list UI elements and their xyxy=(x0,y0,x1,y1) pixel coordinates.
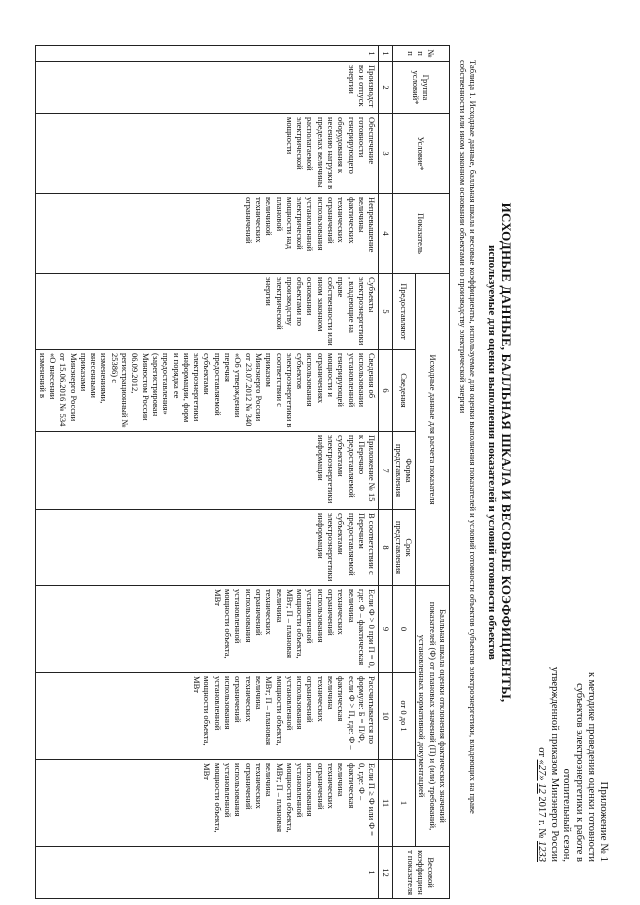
column-number: 11 xyxy=(379,760,392,847)
cell-group: Производство и отпуск энергии xyxy=(36,62,379,114)
header-group: Группа условий* xyxy=(392,62,449,114)
date-day: «27» xyxy=(536,759,548,781)
table-row xyxy=(36,46,379,899)
table-caption: Таблица 1. Исходные данные, балльная шкала и весовые коэффициенты, используемые для оценки выполнения показателей и условий готовности объектов субъектов электроэнергетики, владеющих на праве собственности или ином законном основании объектами по производству электрической энергии xyxy=(458,60,478,814)
column-number: 4 xyxy=(379,194,392,274)
column-number-row xyxy=(379,46,392,899)
header-score-range: от 0 до 1 xyxy=(392,673,416,760)
column-number: 12 xyxy=(379,847,392,899)
column-number: 7 xyxy=(379,432,392,510)
document-title: ИСХОДНЫЕ ДАННЫЕ, БАЛЛЬНАЯ ШКАЛА И ВЕСОВЫЕ КОЭФФИЦИЕНТЫ, xyxy=(499,202,514,703)
header-source: Исходные данные для расчета показателя xyxy=(416,274,450,586)
document-subtitle: используемые для оценки выполнения показателей и условий готовности объектов xyxy=(486,245,498,660)
cell-provider: Субъекты электроэнергетики, владеющие на праве собственности или ином законном основании объектами по производству электрической энергии xyxy=(36,274,379,350)
date-year: 2017 г. № xyxy=(536,796,548,839)
date-month: 12 xyxy=(536,783,548,794)
header-num: № пп xyxy=(392,46,449,62)
column-number: 1 xyxy=(379,46,392,62)
cell-score-1: Если П ≥ Ф или Ф = 0, где: Ф – фактическая величина технических ограничений использования установленной мощности объекта, МВт; П – плановая величина технических ограничений использования установленной мощности объекта, МВт xyxy=(36,760,379,847)
date-prefix: от xyxy=(536,747,548,757)
header-condition: Условие* xyxy=(392,114,449,194)
appendix-date xyxy=(535,622,548,862)
header-deadline: Срок представления xyxy=(392,510,416,586)
cell-deadline: В соответствии с Перечнем предоставляемой субъектами электроэнергетики информации xyxy=(36,510,379,586)
cell-condition: Обеспечение готовности генерирующего оборудования к несению нагрузки в пределах величины располагаемой электрической мощности xyxy=(36,114,379,194)
header-scale: Балльная шкала оценки отклонения фактических значений показателей (Ф) от плановых значений (П) и (или) требований, установленных нормативной документацией xyxy=(416,586,450,847)
header-info: Сведения xyxy=(392,350,416,432)
cell-num: 1 xyxy=(36,46,379,62)
header-score-1: 1 xyxy=(392,760,416,847)
column-number: 8 xyxy=(379,510,392,586)
header-weight: Весовой коэффициент показателя xyxy=(392,847,449,899)
data-table xyxy=(35,45,450,899)
order-number: 1233 xyxy=(536,841,548,862)
header-row-1 xyxy=(416,46,450,899)
appendix-line: субъектов электроэнергетики к работе в xyxy=(574,683,585,862)
cell-score-range: Рассчитывается по формуле: Б = П/Ф, если Ф > П, где: Ф – фактическая величина технических ограничений использования установленной мощности объекта, МВт; П – плановая величина технических ограничений использования установленной мощности объекта, МВт xyxy=(36,673,379,760)
appendix-line: утвержденной приказом Минэнерго России xyxy=(549,666,560,862)
appendix-block xyxy=(535,622,610,862)
appendix-line: отопительный сезон, xyxy=(561,768,573,862)
header-indicator: Показатель xyxy=(392,194,449,274)
cell-weight: 1 xyxy=(36,847,379,899)
column-number: 10 xyxy=(379,673,392,760)
appendix-title: Приложение № 1 xyxy=(598,781,610,862)
appendix-line: к методике проведения оценки готовности xyxy=(586,671,598,862)
cell-score-0: Если Ф > 0 при П = 0, где: Ф – фактическая величина технических ограничений использования установленной мощности объекта, МВт; П – плановая величина технических ограничений использования установленной мощности объекта, МВт xyxy=(36,586,379,673)
cell-indicator: Непревышение величины фактических технических ограничений использования установленной электрической мощности над плановой величиной технических ограничений xyxy=(36,194,379,274)
header-score-0: 0 xyxy=(392,586,416,673)
column-number: 2 xyxy=(379,62,392,114)
column-number: 9 xyxy=(379,586,392,673)
column-number: 6 xyxy=(379,350,392,432)
cell-form: Приложение № 15 к Перечню предоставляемой субъектами электроэнергетики информации xyxy=(36,432,379,510)
column-number: 5 xyxy=(379,274,392,350)
column-number: 3 xyxy=(379,114,392,194)
cell-info: Сведения об использовании установленной генерирующей мощности и ограничениях использования субъектов электроэнергетики в соответствии с приказом Минэнерго России от 23.07.2012 № 340 «Об утверждении перечня предоставляемой субъектами электроэнергетики информации, форм и порядка ее предоставления» (зарегистрирован Минюстом России 06.09.2012, регистрационный № 25386) с изменениями, внесенными приказами Минэнерго России от 15.06.2016 № 534 «О внесении изменений в xyxy=(36,350,379,432)
header-form: Форма представления xyxy=(392,432,416,510)
header-provider: Предоставляют xyxy=(392,274,416,350)
